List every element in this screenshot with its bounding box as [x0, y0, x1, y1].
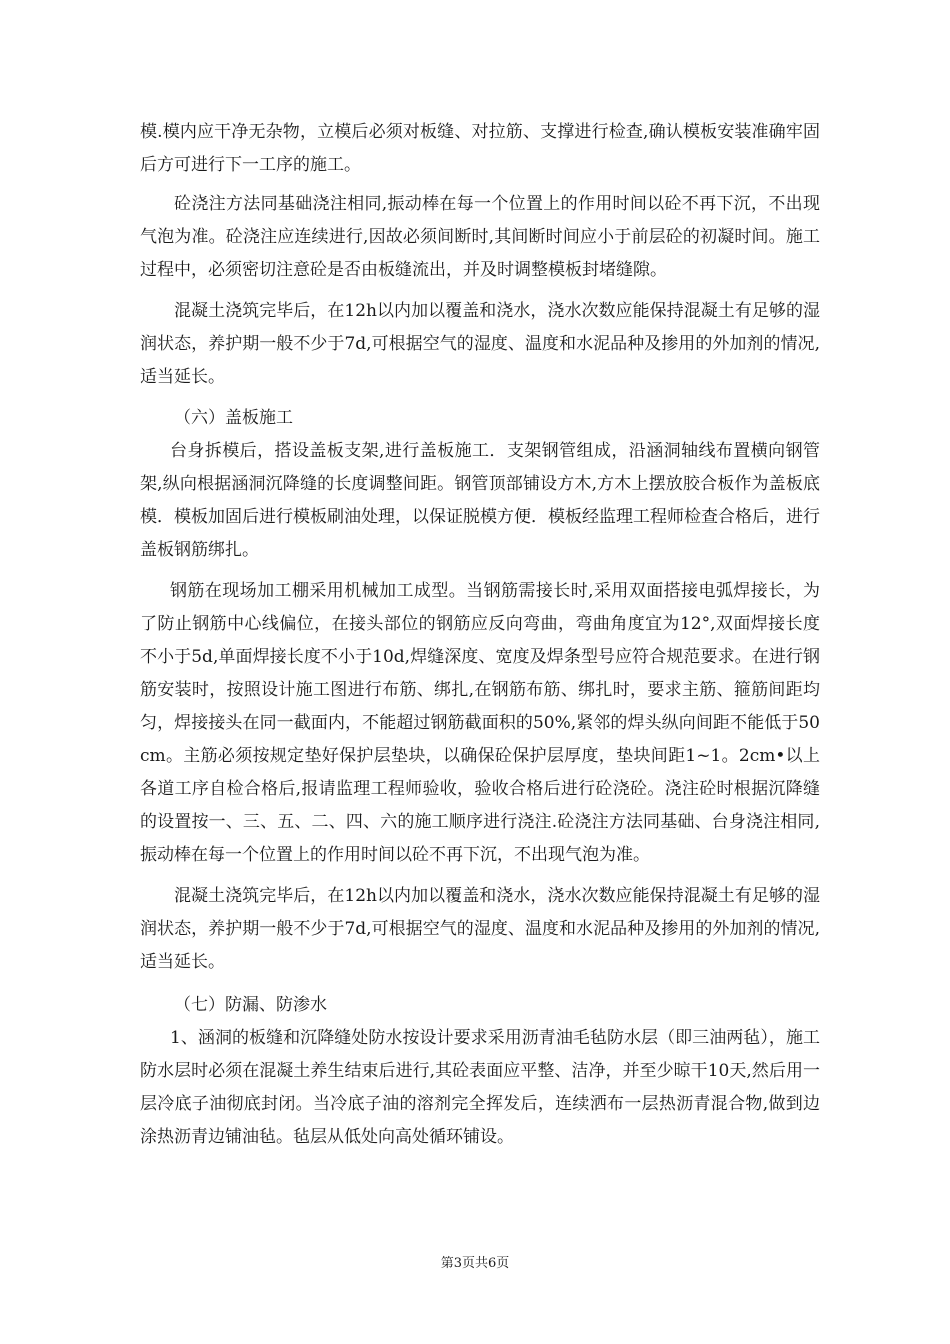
paragraph-curing-repeat: 混凝土浇筑完毕后，在12h以内加以覆盖和浇水，浇水次数应能保持混凝土有足够的湿润状态，养护期一般不少于7d,可根据空气的湿度、温度和水泥品种及掺用的外加剂的情况,适当延长。	[140, 886, 820, 972]
paragraph-concrete-pouring: 砼浇注方法同基础浇注相同,振动棒在每一个位置上的作用时间以砼不再下沉，不出现气泡为准。砼浇注应连续进行,因故必须间断时,其间断时间应小于前层砼的初凝时间。施工过程中，必须密切注意砼是否由板缝流出，并及时调整模板封堵缝隙。	[140, 194, 820, 280]
section-heading-waterproofing: （七）防漏、防渗水	[174, 995, 327, 1015]
document-body	[140, 116, 820, 1154]
paragraph-cover-slab-support: 台身拆模后，搭设盖板支架,进行盖板施工．支架钢管组成，沿涵洞轴线布置横向钢管架,纵向根据涵洞沉降缝的长度调整间距。钢管顶部铺设方木,方木上摆放胶合板作为盖板底模．模板加固后进行模板刷油处理，以保证脱模方便．模板经监理工程师检查合格后，进行盖板钢筋绑扎。	[140, 441, 820, 560]
section-heading-cover-slab: （六）盖板施工	[174, 408, 293, 428]
paragraph-waterproof-layer: 1、涵洞的板缝和沉降缝处防水按设计要求采用沥青油毛毡防水层（即三油两毡），施工防水层时必须在混凝土养生结束后进行,其砼表面应平整、洁净，并至少晾干10天,然后用一层冷底子油彻底封闭。当冷底子油的溶剂完全挥发后，连续洒布一层热沥青混合物,做到边涂热沥青边铺油毡。毡层从低处向高处循环铺设。	[140, 1028, 820, 1147]
page-number-footer: 第3页共6页	[440, 1256, 510, 1271]
paragraph-rebar-processing: 钢筋在现场加工棚采用机械加工成型。当钢筋需接长时,采用双面搭接电弧焊接长，为了防止钢筋中心线偏位，在接头部位的钢筋应反向弯曲，弯曲角度宜为12°,双面焊接长度不小于5d,单面焊接长度不小于10d,焊缝深度、宽度及焊条型号应符合规范要求。在进行钢筋安装时，按照设计施工图进行布筋、绑扎,在钢筋布筋、绑扎时，要求主筋、箍筋间距均匀，焊接接头在同一截面内，不能超过钢筋截面积的50%,紧邻的焊头纵向间距不能低于50cm。主筋必须按规定垫好保护层垫块，以确保砼保护层厚度，垫块间距1~1。2cm•以上各道工序自检合格后,报请监理工程师验收，验收合格后进行砼浇砼。浇注砼时根据沉降缝的设置按一、三、五、二、四、六的施工顺序进行浇注.砼浇注方法同基础、台身浇注相同,振动棒在每一个位置上的作用时间以砼不再下沉，不出现气泡为准。	[140, 581, 820, 865]
paragraph-curing: 混凝土浇筑完毕后，在12h以内加以覆盖和浇水，浇水次数应能保持混凝土有足够的湿润状态，养护期一般不少于7d,可根据空气的湿度、温度和水泥品种及掺用的外加剂的情况,适当延长。	[140, 301, 820, 387]
paragraph-formwork-check: 模.模内应干净无杂物，立模后必须对板缝、对拉筋、支撑进行检查,确认模板安装准确牢固后方可进行下一工序的施工。	[140, 122, 820, 175]
